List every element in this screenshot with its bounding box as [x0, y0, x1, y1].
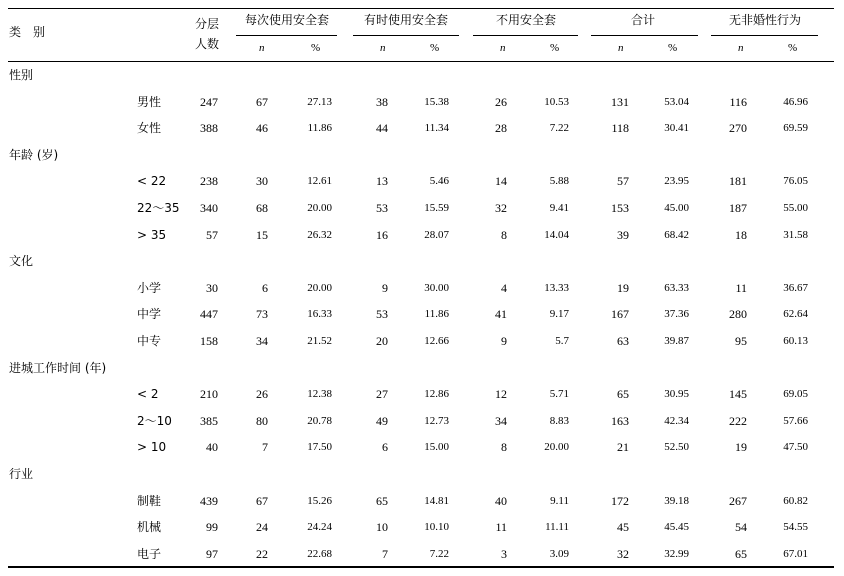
category-header: 类 别 — [9, 25, 46, 39]
n-subheader: n — [618, 42, 624, 54]
n-cell: 95 — [735, 334, 747, 348]
group-header: 不用安全套 — [495, 13, 556, 27]
stratum-total-cell: 447 — [200, 307, 218, 321]
n-cell: 20 — [376, 334, 388, 348]
percent-cell: 54.55 — [783, 521, 808, 533]
percent-cell: 15.26 — [307, 495, 332, 507]
percent-subheader: % — [430, 42, 440, 54]
percent-cell: 9.17 — [549, 308, 569, 320]
n-cell: 40 — [495, 494, 507, 508]
n-cell: 38 — [376, 95, 388, 109]
n-subheader: n — [500, 42, 506, 54]
stratum-total-cell: 247 — [200, 95, 218, 109]
n-cell: 39 — [617, 228, 629, 242]
n-cell: 167 — [611, 307, 629, 321]
n-cell: 8 — [501, 228, 507, 242]
n-cell: 68 — [256, 201, 268, 215]
percent-cell: 76.05 — [783, 175, 808, 187]
percent-cell: 20.00 — [307, 202, 332, 214]
percent-cell: 68.42 — [664, 229, 689, 241]
row-label: 2～10 — [137, 414, 172, 428]
percent-subheader: % — [788, 42, 798, 54]
n-cell: 18 — [735, 228, 747, 242]
percent-cell: 11.34 — [424, 122, 449, 134]
percent-cell: 12.66 — [424, 335, 449, 347]
group-header: 合计 — [630, 13, 655, 27]
percent-subheader: % — [311, 42, 321, 54]
percent-cell: 5.46 — [429, 175, 449, 187]
group-underline — [473, 35, 578, 36]
percent-cell: 67.01 — [783, 548, 808, 560]
n-cell: 9 — [501, 334, 507, 348]
n-cell: 65 — [735, 547, 747, 561]
stratum-total-cell: 385 — [200, 414, 218, 428]
n-cell: 49 — [376, 414, 388, 428]
stratum-total-cell: 30 — [206, 281, 218, 295]
n-subheader: n — [259, 42, 265, 54]
section-title: 年龄 (岁) — [9, 147, 59, 162]
percent-cell: 52.50 — [664, 441, 689, 453]
percent-cell: 17.50 — [307, 441, 332, 453]
percent-cell: 5.88 — [549, 175, 569, 187]
percent-cell: 12.61 — [307, 175, 332, 187]
percent-cell: 60.13 — [783, 335, 808, 347]
stratum-total-cell: 388 — [200, 121, 218, 135]
row-label: < 22 — [137, 174, 167, 188]
n-cell: 30 — [256, 174, 268, 188]
n-cell: 172 — [611, 494, 629, 508]
n-cell: 22 — [256, 547, 268, 561]
n-subheader: n — [380, 42, 386, 54]
n-cell: 7 — [382, 547, 388, 561]
n-cell: 65 — [617, 387, 629, 401]
percent-cell: 31.58 — [783, 229, 808, 241]
row-label: 中学 — [137, 307, 162, 321]
group-header: 无非婚性行为 — [728, 13, 801, 27]
group-underline — [236, 35, 337, 36]
percent-cell: 28.07 — [424, 229, 449, 241]
n-cell: 222 — [729, 414, 747, 428]
percent-cell: 12.38 — [307, 388, 332, 400]
percent-cell: 8.83 — [549, 415, 569, 427]
table-header-rule — [8, 61, 834, 62]
percent-cell: 13.33 — [544, 282, 569, 294]
percent-cell: 10.53 — [544, 96, 569, 108]
percent-cell: 9.41 — [549, 202, 569, 214]
stratum-header-line2: 人数 — [195, 37, 220, 51]
n-cell: 11 — [735, 281, 747, 295]
n-cell: 41 — [495, 307, 507, 321]
row-label: 电子 — [137, 547, 162, 561]
percent-cell: 45.00 — [664, 202, 689, 214]
percent-cell: 15.00 — [424, 441, 449, 453]
row-label: 小学 — [137, 281, 162, 295]
row-label: 男性 — [137, 95, 162, 109]
n-cell: 73 — [256, 307, 268, 321]
percent-cell: 57.66 — [783, 415, 808, 427]
row-label: > 10 — [137, 440, 167, 454]
stratum-total-cell: 210 — [200, 387, 218, 401]
group-underline — [353, 35, 459, 36]
n-cell: 19 — [735, 440, 747, 454]
n-cell: 65 — [376, 494, 388, 508]
stratum-total-cell: 439 — [200, 494, 218, 508]
percent-cell: 53.04 — [664, 96, 689, 108]
percent-cell: 62.64 — [783, 308, 808, 320]
percent-cell: 7.22 — [429, 548, 449, 560]
section-title: 进城工作时间 (年) — [9, 360, 107, 375]
n-cell: 116 — [729, 95, 747, 109]
n-cell: 145 — [729, 387, 747, 401]
percent-cell: 5.7 — [555, 335, 569, 347]
percent-cell: 24.24 — [307, 521, 332, 533]
stratum-total-cell: 340 — [200, 201, 218, 215]
n-cell: 131 — [611, 95, 629, 109]
percent-cell: 63.33 — [664, 282, 689, 294]
n-cell: 44 — [376, 121, 388, 135]
n-cell: 34 — [256, 334, 268, 348]
percent-cell: 42.34 — [664, 415, 689, 427]
percent-cell: 30.95 — [664, 388, 689, 400]
percent-cell: 26.32 — [307, 229, 332, 241]
n-cell: 163 — [611, 414, 629, 428]
n-cell: 11 — [495, 520, 507, 534]
n-cell: 187 — [729, 201, 747, 215]
percent-subheader: % — [668, 42, 678, 54]
n-cell: 10 — [376, 520, 388, 534]
n-cell: 67 — [256, 95, 268, 109]
section-title: 性别 — [9, 68, 34, 82]
percent-cell: 14.04 — [544, 229, 569, 241]
percent-cell: 11.86 — [307, 122, 332, 134]
stratum-total-cell: 158 — [200, 334, 218, 348]
percent-cell: 9.11 — [550, 495, 569, 507]
n-cell: 26 — [495, 95, 507, 109]
stratum-total-cell: 40 — [206, 440, 218, 454]
n-cell: 118 — [611, 121, 629, 135]
percent-cell: 37.36 — [664, 308, 689, 320]
percent-cell: 55.00 — [783, 202, 808, 214]
n-cell: 14 — [495, 174, 507, 188]
percent-cell: 30.41 — [664, 122, 689, 134]
stratum-total-cell: 97 — [206, 547, 218, 561]
n-cell: 6 — [262, 281, 268, 295]
n-cell: 6 — [382, 440, 388, 454]
percent-cell: 7.22 — [549, 122, 569, 134]
group-header: 有时使用安全套 — [363, 13, 448, 27]
n-cell: 21 — [617, 440, 629, 454]
n-cell: 53 — [376, 201, 388, 215]
percent-cell: 30.00 — [424, 282, 449, 294]
n-cell: 270 — [729, 121, 747, 135]
percent-cell: 47.50 — [783, 441, 808, 453]
n-cell: 3 — [501, 547, 507, 561]
group-underline — [711, 35, 818, 36]
n-cell: 181 — [729, 174, 747, 188]
percent-cell: 27.13 — [307, 96, 332, 108]
group-header: 每次使用安全套 — [244, 13, 329, 27]
row-label: 中专 — [137, 334, 162, 348]
table-top-rule — [8, 8, 834, 9]
section-title: 行业 — [9, 467, 34, 481]
percent-cell: 5.71 — [549, 388, 569, 400]
n-cell: 15 — [256, 228, 268, 242]
row-label: 制鞋 — [137, 494, 162, 508]
n-cell: 67 — [256, 494, 268, 508]
n-cell: 32 — [617, 547, 629, 561]
row-label: 女性 — [137, 121, 162, 135]
percent-cell: 69.05 — [783, 388, 808, 400]
percent-cell: 15.38 — [424, 96, 449, 108]
percent-subheader: % — [550, 42, 560, 54]
percent-cell: 69.59 — [783, 122, 808, 134]
percent-cell: 46.96 — [783, 96, 808, 108]
n-cell: 57 — [617, 174, 629, 188]
percent-cell: 21.52 — [307, 335, 332, 347]
n-cell: 8 — [501, 440, 507, 454]
n-cell: 267 — [729, 494, 747, 508]
n-cell: 280 — [729, 307, 747, 321]
n-cell: 7 — [262, 440, 268, 454]
row-label: < 2 — [137, 387, 159, 401]
n-cell: 80 — [256, 414, 268, 428]
n-cell: 54 — [735, 520, 747, 534]
n-cell: 27 — [376, 387, 388, 401]
percent-cell: 20.78 — [307, 415, 332, 427]
row-label: 机械 — [137, 520, 162, 534]
stratum-header-line1: 分层 — [195, 17, 220, 31]
percent-cell: 60.82 — [783, 495, 808, 507]
n-cell: 16 — [376, 228, 388, 242]
n-cell: 153 — [611, 201, 629, 215]
table-bottom-rule — [8, 566, 834, 568]
n-cell: 32 — [495, 201, 507, 215]
n-subheader: n — [738, 42, 744, 54]
percent-cell: 22.68 — [307, 548, 332, 560]
stratum-total-cell: 57 — [206, 228, 218, 242]
percent-cell: 45.45 — [664, 521, 689, 533]
percent-cell: 39.87 — [664, 335, 689, 347]
percent-cell: 3.09 — [549, 548, 569, 560]
n-cell: 46 — [256, 121, 268, 135]
percent-cell: 14.81 — [424, 495, 449, 507]
percent-cell: 12.86 — [424, 388, 449, 400]
percent-cell: 10.10 — [424, 521, 449, 533]
stratum-total-cell: 99 — [206, 520, 218, 534]
n-cell: 9 — [382, 281, 388, 295]
n-cell: 34 — [495, 414, 507, 428]
n-cell: 13 — [376, 174, 388, 188]
percent-cell: 23.95 — [664, 175, 689, 187]
n-cell: 12 — [495, 387, 507, 401]
percent-cell: 11.11 — [545, 521, 569, 533]
row-label: > 35 — [137, 228, 167, 242]
percent-cell: 32.99 — [664, 548, 689, 560]
stratum-total-cell: 238 — [200, 174, 218, 188]
n-cell: 28 — [495, 121, 507, 135]
row-label: 22～35 — [137, 201, 180, 215]
n-cell: 53 — [376, 307, 388, 321]
percent-cell: 39.18 — [664, 495, 689, 507]
percent-cell: 15.59 — [424, 202, 449, 214]
group-underline — [591, 35, 698, 36]
percent-cell: 36.67 — [783, 282, 808, 294]
n-cell: 63 — [617, 334, 629, 348]
percent-cell: 12.73 — [424, 415, 449, 427]
n-cell: 26 — [256, 387, 268, 401]
n-cell: 19 — [617, 281, 629, 295]
percent-cell: 11.86 — [424, 308, 449, 320]
section-title: 文化 — [9, 254, 34, 269]
percent-cell: 20.00 — [544, 441, 569, 453]
percent-cell: 20.00 — [307, 282, 332, 294]
percent-cell: 16.33 — [307, 308, 332, 320]
n-cell: 4 — [501, 281, 507, 295]
n-cell: 24 — [256, 520, 268, 534]
n-cell: 45 — [617, 520, 629, 534]
